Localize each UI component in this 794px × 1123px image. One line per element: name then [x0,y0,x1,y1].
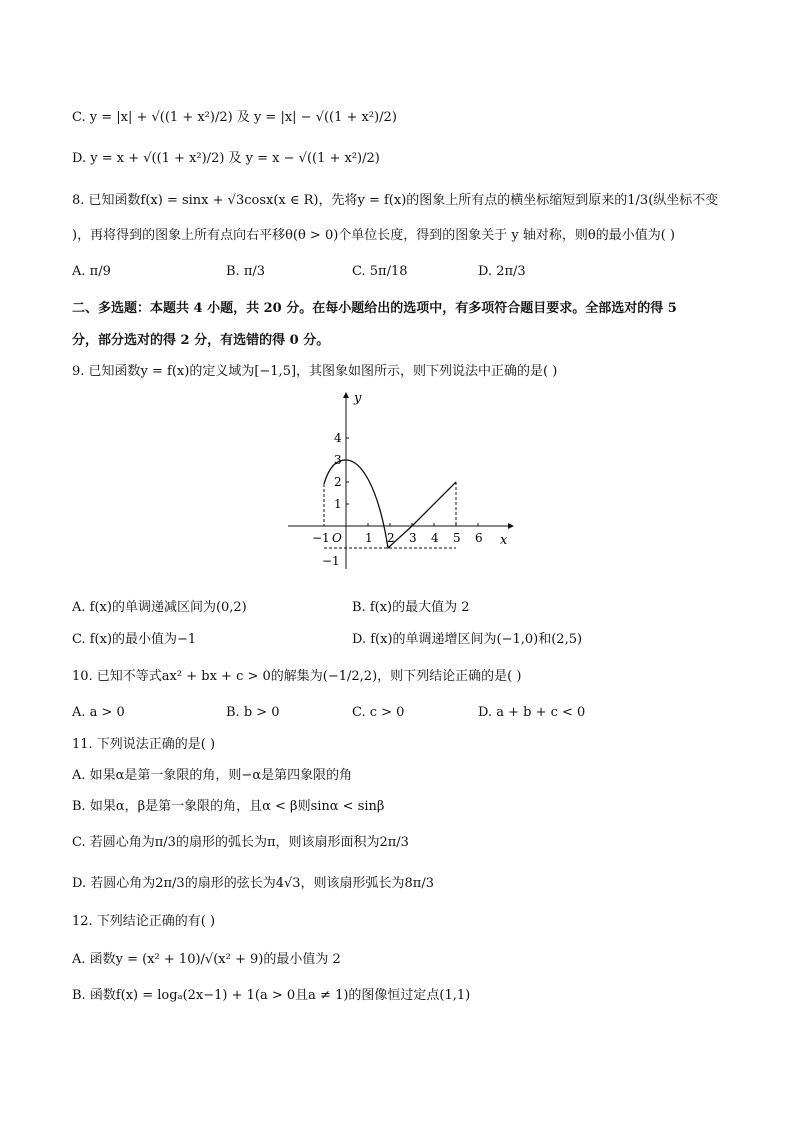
q10-stem: 10. 已知不等式ax² + bx + c > 0的解集为(−1/2,2)，则下列结论正确的是( ) [72,669,522,684]
q8-option-b: B. π/3 [226,264,266,279]
x-tick-label-minus-1: −1 [312,531,330,545]
q9-graph-svg [280,384,520,574]
x-axis-arrow [508,523,514,529]
x-tick-label-4: 4 [431,531,439,545]
x-axis-label: x [500,533,508,548]
origin-label: O [332,531,342,545]
q11-option-a: A. 如果α是第一象限的角，则−α是第四象限的角 [72,768,353,783]
q9-stem: 9. 已知函数y = f(x)的定义域为[−1,5]，其图象如图所示，则下列说法中正确的是( ) [72,364,558,379]
q10-option-a: A. a > 0 [72,705,125,720]
section-2-header-line2: 分，部分选对的得 2 分，有选错的得 0 分。 [72,333,330,348]
section-2-header-line1: 二、多选题：本题共 4 小题，共 20 分。在每小题给出的选项中，有多项符合题目要求。全部选对的得 5 [72,301,677,316]
q12-option-b: B. 函数f(x) = logₐ(2x−1) + 1(a > 0且a ≠ 1)的图像恒过定点(1,1) [72,988,471,1003]
q8-option-d: D. 2π/3 [478,264,526,279]
q10-option-c: C. c > 0 [352,705,405,720]
q9-option-d: D. f(x)的单调递增区间为(−1,0)和(2,5) [352,632,583,647]
q11-stem: 11. 下列说法正确的是( ) [72,737,216,752]
q12-stem: 12. 下列结论正确的有( ) [72,914,216,929]
y-axis-label: y [354,391,362,406]
q9-option-b: B. f(x)的最大值为 2 [352,600,470,615]
q10-option-d: D. a + b + c < 0 [478,705,586,720]
q8-stem-line2: )，再将得到的图象上所有点向右平移θ(θ > 0)个单位长度，得到的图象关于 y 轴对称，则θ的最小值为( ) [72,228,676,243]
x-tick-label-6: 6 [475,531,483,545]
x-tick-label-5: 5 [453,531,461,545]
y-tick-label-minus-1: −1 [322,554,340,568]
q9-option-a: A. f(x)的单调递减区间为(0,2) [72,600,247,615]
q12-option-a: A. 函数y = (x² + 10)/√(x² + 9)的最小值为 2 [72,952,341,967]
y-axis-arrow [343,392,349,398]
q9-option-c: C. f(x)的最小值为−1 [72,632,197,647]
q11-option-d: D. 若圆心角为2π/3的扇形的弦长为4√3，则该扇形弧长为8π/3 [72,876,434,891]
q8-option-a: A. π/9 [72,264,111,279]
x-tick-label-3: 3 [409,531,417,545]
y-tick-label-2: 2 [334,475,342,489]
x-tick-label-1: 1 [365,531,373,545]
q11-option-b: B. 如果α，β是第一象限的角，且α < β则sinα < sinβ [72,799,385,814]
q8-option-c: C. 5π/18 [352,264,408,279]
q10-option-b: B. b > 0 [226,705,280,720]
q9-function-graph [280,384,520,574]
y-tick-label-1: 1 [334,497,342,511]
y-tick-label-4: 4 [334,431,342,445]
q7-option-d: D. y = x + √((1 + x²)/2) 及 y = x − √((1 + x²)/2) [72,151,380,166]
q7-option-c: C. y = |x| + √((1 + x²)/2) 及 y = |x| − √((1 + x²)/2) [72,110,397,125]
y-tick-label-3: 3 [334,453,342,467]
q11-option-c: C. 若圆心角为π/3的扇形的弧长为π，则该扇形面积为2π/3 [72,835,409,850]
q8-stem-line1: 8. 已知函数f(x) = sinx + √3cosx(x ∈ R)，先将y = f(x)的图象上所有点的横坐标缩短到原来的1/3(纵坐标不变 [72,193,719,208]
x-tick-label-2: 2 [387,531,395,545]
